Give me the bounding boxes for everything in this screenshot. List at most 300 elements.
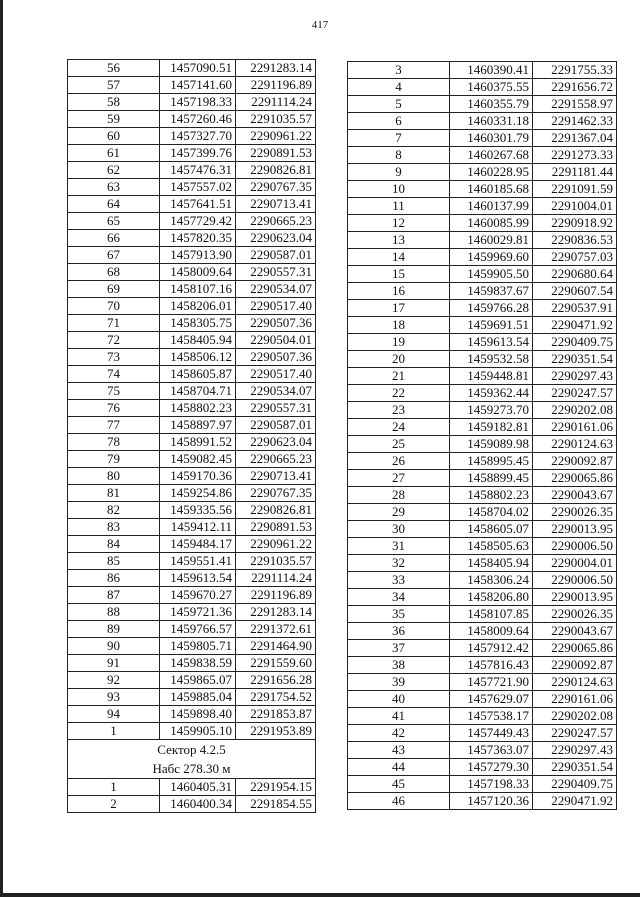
table-row [348, 249, 617, 266]
x-coordinate-cell: 1457629.07 [450, 691, 533, 708]
y-coordinate-cell: 2290161.06 [533, 419, 617, 436]
point-number-cell: 40 [348, 691, 450, 708]
y-coordinate-cell: 2291283.14 [236, 60, 316, 77]
y-coordinate-cell: 2290409.75 [533, 776, 617, 793]
point-number-cell: 4 [348, 79, 450, 96]
point-number-cell: 34 [348, 589, 450, 606]
y-coordinate-cell: 2290826.81 [236, 502, 316, 519]
x-coordinate-cell: 1458506.12 [160, 349, 236, 366]
point-number-cell: 64 [68, 196, 160, 213]
point-number-cell: 61 [68, 145, 160, 162]
table-row [348, 130, 617, 147]
y-coordinate-cell: 2291754.52 [236, 689, 316, 706]
table-row [68, 349, 316, 366]
x-coordinate-cell: 1458897.97 [160, 417, 236, 434]
x-coordinate-cell: 1459335.56 [160, 502, 236, 519]
table-row [348, 402, 617, 419]
y-coordinate-cell: 2290587.01 [236, 417, 316, 434]
point-number-cell: 36 [348, 623, 450, 640]
point-number-cell: 57 [68, 77, 160, 94]
table-row [348, 62, 617, 79]
x-coordinate-cell: 1458995.45 [450, 453, 533, 470]
x-coordinate-cell: 1460355.79 [450, 96, 533, 113]
x-coordinate-cell: 1459484.17 [160, 536, 236, 553]
table-row [348, 351, 617, 368]
y-coordinate-cell: 2290534.07 [236, 281, 316, 298]
x-coordinate-cell: 1459691.51 [450, 317, 533, 334]
y-coordinate-cell: 2290247.57 [533, 385, 617, 402]
y-coordinate-cell: 2290507.36 [236, 349, 316, 366]
y-coordinate-cell: 2291372.61 [236, 621, 316, 638]
table-row [348, 759, 617, 776]
x-coordinate-cell: 1459532.58 [450, 351, 533, 368]
y-coordinate-cell: 2290623.04 [236, 434, 316, 451]
y-coordinate-cell: 2291283.14 [236, 604, 316, 621]
point-number-cell: 79 [68, 451, 160, 468]
x-coordinate-cell: 1457327.70 [160, 128, 236, 145]
point-number-cell: 86 [68, 570, 160, 587]
table-row [348, 113, 617, 130]
point-number-cell: 94 [68, 706, 160, 723]
y-coordinate-cell: 2291559.60 [236, 655, 316, 672]
x-coordinate-cell: 1459182.81 [450, 419, 533, 436]
table-row [348, 283, 617, 300]
y-coordinate-cell: 2290297.43 [533, 742, 617, 759]
y-coordinate-cell: 2290043.67 [533, 623, 617, 640]
table-row [348, 470, 617, 487]
y-coordinate-cell: 2291656.28 [236, 672, 316, 689]
table-row [68, 281, 316, 298]
y-coordinate-cell: 2290836.53 [533, 232, 617, 249]
x-coordinate-cell: 1458206.01 [160, 298, 236, 315]
y-coordinate-cell: 2290026.35 [533, 606, 617, 623]
table-row [68, 723, 316, 740]
x-coordinate-cell: 1457557.02 [160, 179, 236, 196]
section-header-group [68, 740, 316, 779]
x-coordinate-cell: 1457260.46 [160, 111, 236, 128]
table-row [348, 572, 617, 589]
point-number-cell: 5 [348, 96, 450, 113]
table-row [68, 162, 316, 179]
table-row [348, 215, 617, 232]
table-row [68, 77, 316, 94]
y-coordinate-cell: 2290409.75 [533, 334, 617, 351]
table-row [348, 487, 617, 504]
x-coordinate-cell: 1459273.70 [450, 402, 533, 419]
table-row [348, 198, 617, 215]
x-coordinate-cell: 1459905.50 [450, 266, 533, 283]
y-coordinate-cell: 2290006.50 [533, 538, 617, 555]
y-coordinate-cell: 2290202.08 [533, 708, 617, 725]
x-coordinate-cell: 1458009.64 [450, 623, 533, 640]
table-row [68, 213, 316, 230]
x-coordinate-cell: 1458009.64 [160, 264, 236, 281]
x-coordinate-cell: 1459898.40 [160, 706, 236, 723]
x-coordinate-cell: 1457449.43 [450, 725, 533, 742]
x-coordinate-cell: 1459670.27 [160, 587, 236, 604]
table-row [68, 570, 316, 587]
point-number-cell: 28 [348, 487, 450, 504]
point-number-cell: 77 [68, 417, 160, 434]
y-coordinate-cell: 2290713.41 [236, 468, 316, 485]
x-coordinate-cell: 1457198.33 [160, 94, 236, 111]
point-number-cell: 10 [348, 181, 450, 198]
table-row [348, 640, 617, 657]
x-coordinate-cell: 1460228.95 [450, 164, 533, 181]
table-row [348, 266, 617, 283]
point-number-cell: 75 [68, 383, 160, 400]
y-coordinate-cell: 2290680.64 [533, 266, 617, 283]
x-coordinate-cell: 1459905.10 [160, 723, 236, 740]
point-number-cell: 18 [348, 317, 450, 334]
point-number-cell: 80 [68, 468, 160, 485]
y-coordinate-cell: 2290961.22 [236, 536, 316, 553]
x-coordinate-cell: 1459089.98 [450, 436, 533, 453]
y-coordinate-cell: 2291004.01 [533, 198, 617, 215]
x-coordinate-cell: 1458405.94 [450, 555, 533, 572]
x-coordinate-cell: 1459412.11 [160, 519, 236, 536]
left-table-rows [68, 60, 316, 740]
point-number-cell: 42 [348, 725, 450, 742]
x-coordinate-cell: 1459838.59 [160, 655, 236, 672]
point-number-cell: 22 [348, 385, 450, 402]
x-coordinate-cell: 1459254.86 [160, 485, 236, 502]
x-coordinate-cell: 1458991.52 [160, 434, 236, 451]
y-coordinate-cell: 2290065.86 [533, 470, 617, 487]
y-coordinate-cell: 2290517.40 [236, 298, 316, 315]
point-number-cell: 87 [68, 587, 160, 604]
x-coordinate-cell: 1457141.60 [160, 77, 236, 94]
y-coordinate-cell: 2290092.87 [533, 657, 617, 674]
point-number-cell: 73 [68, 349, 160, 366]
point-number-cell: 45 [348, 776, 450, 793]
x-coordinate-cell: 1460301.79 [450, 130, 533, 147]
x-coordinate-cell: 1458206.80 [450, 589, 533, 606]
x-coordinate-cell: 1457363.07 [450, 742, 533, 759]
table-row [348, 691, 617, 708]
x-coordinate-cell: 1460405.31 [160, 779, 236, 796]
y-coordinate-cell: 2290043.67 [533, 487, 617, 504]
section-header-cell [68, 740, 316, 779]
y-coordinate-cell: 2291367.04 [533, 130, 617, 147]
y-coordinate-cell: 2290767.35 [236, 485, 316, 502]
point-number-cell: 2 [68, 796, 160, 813]
point-number-cell: 32 [348, 555, 450, 572]
table-row [348, 79, 617, 96]
point-number-cell: 20 [348, 351, 450, 368]
point-number-cell: 44 [348, 759, 450, 776]
y-coordinate-cell: 2290124.63 [533, 674, 617, 691]
point-number-cell: 83 [68, 519, 160, 536]
point-number-cell: 30 [348, 521, 450, 538]
point-number-cell: 35 [348, 606, 450, 623]
y-coordinate-cell: 2290713.41 [236, 196, 316, 213]
point-number-cell: 13 [348, 232, 450, 249]
section-title: Сектор 4.2.5 [157, 742, 226, 757]
point-number-cell: 11 [348, 198, 450, 215]
table-row [68, 672, 316, 689]
section-header-row [68, 740, 316, 779]
y-coordinate-cell: 2290767.35 [236, 179, 316, 196]
table-row [68, 383, 316, 400]
point-number-cell: 8 [348, 147, 450, 164]
x-coordinate-cell: 1457476.31 [160, 162, 236, 179]
table-row [348, 793, 617, 810]
point-number-cell: 38 [348, 657, 450, 674]
point-number-cell: 41 [348, 708, 450, 725]
x-coordinate-cell: 1457279.30 [450, 759, 533, 776]
y-coordinate-cell: 2290517.40 [236, 366, 316, 383]
x-coordinate-cell: 1459885.04 [160, 689, 236, 706]
point-number-cell: 60 [68, 128, 160, 145]
table-row [68, 621, 316, 638]
x-coordinate-cell: 1460267.68 [450, 147, 533, 164]
y-coordinate-cell: 2290665.23 [236, 213, 316, 230]
y-coordinate-cell: 2290471.92 [533, 793, 617, 810]
table-row [348, 181, 617, 198]
x-coordinate-cell: 1457729.42 [160, 213, 236, 230]
table-row [348, 504, 617, 521]
point-number-cell: 23 [348, 402, 450, 419]
x-coordinate-cell: 1460331.18 [450, 113, 533, 130]
point-number-cell: 24 [348, 419, 450, 436]
y-coordinate-cell: 2291181.44 [533, 164, 617, 181]
table-row [348, 674, 617, 691]
point-number-cell: 92 [68, 672, 160, 689]
point-number-cell: 90 [68, 638, 160, 655]
table-row [348, 708, 617, 725]
x-coordinate-cell: 1459969.60 [450, 249, 533, 266]
point-number-cell: 19 [348, 334, 450, 351]
x-coordinate-cell: 1457090.51 [160, 60, 236, 77]
x-coordinate-cell: 1459448.81 [450, 368, 533, 385]
x-coordinate-cell: 1458107.16 [160, 281, 236, 298]
x-coordinate-cell: 1460137.99 [450, 198, 533, 215]
point-number-cell: 65 [68, 213, 160, 230]
table-row [68, 468, 316, 485]
section-subtitle: Набс 278.30 м [152, 761, 231, 776]
y-coordinate-cell: 2290891.53 [236, 145, 316, 162]
point-number-cell: 70 [68, 298, 160, 315]
point-number-cell: 29 [348, 504, 450, 521]
point-number-cell: 25 [348, 436, 450, 453]
x-coordinate-cell: 1459766.28 [450, 300, 533, 317]
table-row [348, 368, 617, 385]
point-number-cell: 74 [68, 366, 160, 383]
x-coordinate-cell: 1457120.36 [450, 793, 533, 810]
x-coordinate-cell: 1458704.02 [450, 504, 533, 521]
x-coordinate-cell: 1457912.42 [450, 640, 533, 657]
point-number-cell: 21 [348, 368, 450, 385]
point-number-cell: 56 [68, 60, 160, 77]
table-row [348, 606, 617, 623]
right-table-rows [348, 62, 617, 810]
table-row [348, 623, 617, 640]
x-coordinate-cell: 1457399.76 [160, 145, 236, 162]
table-row [68, 230, 316, 247]
point-number-cell: 72 [68, 332, 160, 349]
table-row [348, 164, 617, 181]
x-coordinate-cell: 1459805.71 [160, 638, 236, 655]
point-number-cell: 39 [348, 674, 450, 691]
table-row [68, 60, 316, 77]
x-coordinate-cell: 1459170.36 [160, 468, 236, 485]
table-row [68, 519, 316, 536]
x-coordinate-cell: 1459082.45 [160, 451, 236, 468]
table-row [348, 725, 617, 742]
x-coordinate-cell: 1457820.35 [160, 230, 236, 247]
right-coordinates-table [347, 61, 617, 810]
table-row [348, 521, 617, 538]
y-coordinate-cell: 2290507.36 [236, 315, 316, 332]
x-coordinate-cell: 1458306.24 [450, 572, 533, 589]
point-number-cell: 82 [68, 502, 160, 519]
x-coordinate-cell: 1458605.07 [450, 521, 533, 538]
table-row [348, 147, 617, 164]
point-number-cell: 9 [348, 164, 450, 181]
y-coordinate-cell: 2290826.81 [236, 162, 316, 179]
x-coordinate-cell: 1458605.87 [160, 366, 236, 383]
table-row [348, 555, 617, 572]
point-number-cell: 6 [348, 113, 450, 130]
point-number-cell: 66 [68, 230, 160, 247]
table-row [68, 247, 316, 264]
table-row [68, 332, 316, 349]
y-coordinate-cell: 2291035.57 [236, 111, 316, 128]
table-row [68, 264, 316, 281]
y-coordinate-cell: 2291114.24 [236, 94, 316, 111]
x-coordinate-cell: 1459613.54 [450, 334, 533, 351]
y-coordinate-cell: 2290202.08 [533, 402, 617, 419]
table-row [348, 232, 617, 249]
table-row [348, 776, 617, 793]
y-coordinate-cell: 2291196.89 [236, 77, 316, 94]
x-coordinate-cell: 1458802.23 [450, 487, 533, 504]
y-coordinate-cell: 2291035.57 [236, 553, 316, 570]
y-coordinate-cell: 2291656.72 [533, 79, 617, 96]
x-coordinate-cell: 1459865.07 [160, 672, 236, 689]
y-coordinate-cell: 2290247.57 [533, 725, 617, 742]
point-number-cell: 27 [348, 470, 450, 487]
point-number-cell: 85 [68, 553, 160, 570]
point-number-cell: 89 [68, 621, 160, 638]
point-number-cell: 14 [348, 249, 450, 266]
y-coordinate-cell: 2290297.43 [533, 368, 617, 385]
x-coordinate-cell: 1457913.90 [160, 247, 236, 264]
x-coordinate-cell: 1457198.33 [450, 776, 533, 793]
point-number-cell: 63 [68, 179, 160, 196]
x-coordinate-cell: 1459837.67 [450, 283, 533, 300]
x-coordinate-cell: 1459766.57 [160, 621, 236, 638]
x-coordinate-cell: 1458405.94 [160, 332, 236, 349]
table-row [68, 451, 316, 468]
table-row [348, 538, 617, 555]
point-number-cell: 62 [68, 162, 160, 179]
table-row [68, 604, 316, 621]
point-number-cell: 17 [348, 300, 450, 317]
table-row [348, 317, 617, 334]
x-coordinate-cell: 1458107.85 [450, 606, 533, 623]
table-row [68, 638, 316, 655]
y-coordinate-cell: 2290961.22 [236, 128, 316, 145]
y-coordinate-cell: 2290026.35 [533, 504, 617, 521]
table-row [68, 315, 316, 332]
y-coordinate-cell: 2291953.89 [236, 723, 316, 740]
point-number-cell: 91 [68, 655, 160, 672]
x-coordinate-cell: 1458305.75 [160, 315, 236, 332]
point-number-cell: 76 [68, 400, 160, 417]
y-coordinate-cell: 2291464.90 [236, 638, 316, 655]
y-coordinate-cell: 2291853.87 [236, 706, 316, 723]
y-coordinate-cell: 2290013.95 [533, 521, 617, 538]
x-coordinate-cell: 1458899.45 [450, 470, 533, 487]
left-table-section-rows [68, 779, 316, 813]
y-coordinate-cell: 2290891.53 [236, 519, 316, 536]
x-coordinate-cell: 1460185.68 [450, 181, 533, 198]
x-coordinate-cell: 1458704.71 [160, 383, 236, 400]
y-coordinate-cell: 2290918.92 [533, 215, 617, 232]
y-coordinate-cell: 2290623.04 [236, 230, 316, 247]
y-coordinate-cell: 2291091.59 [533, 181, 617, 198]
y-coordinate-cell: 2291854.55 [236, 796, 316, 813]
table-row [348, 419, 617, 436]
x-coordinate-cell: 1457721.90 [450, 674, 533, 691]
y-coordinate-cell: 2290471.92 [533, 317, 617, 334]
point-number-cell: 33 [348, 572, 450, 589]
x-coordinate-cell: 1458802.23 [160, 400, 236, 417]
y-coordinate-cell: 2291273.33 [533, 147, 617, 164]
y-coordinate-cell: 2290351.54 [533, 351, 617, 368]
y-coordinate-cell: 2290587.01 [236, 247, 316, 264]
y-coordinate-cell: 2290557.31 [236, 400, 316, 417]
y-coordinate-cell: 2291114.24 [236, 570, 316, 587]
table-row [68, 366, 316, 383]
point-number-cell: 31 [348, 538, 450, 555]
point-number-cell: 12 [348, 215, 450, 232]
point-number-cell: 7 [348, 130, 450, 147]
table-row [68, 128, 316, 145]
x-coordinate-cell: 1460390.41 [450, 62, 533, 79]
page-number: 417 [311, 19, 329, 31]
y-coordinate-cell: 2291954.15 [236, 779, 316, 796]
point-number-cell: 1 [68, 723, 160, 740]
x-coordinate-cell: 1457641.51 [160, 196, 236, 213]
x-coordinate-cell: 1459551.41 [160, 553, 236, 570]
table-row [68, 689, 316, 706]
table-row [68, 779, 316, 796]
x-coordinate-cell: 1460400.34 [160, 796, 236, 813]
y-coordinate-cell: 2290665.23 [236, 451, 316, 468]
point-number-cell: 84 [68, 536, 160, 553]
y-coordinate-cell: 2290161.06 [533, 691, 617, 708]
table-row [68, 94, 316, 111]
point-number-cell: 88 [68, 604, 160, 621]
point-number-cell: 1 [68, 779, 160, 796]
y-coordinate-cell: 2290534.07 [236, 383, 316, 400]
point-number-cell: 78 [68, 434, 160, 451]
point-number-cell: 58 [68, 94, 160, 111]
x-coordinate-cell: 1460085.99 [450, 215, 533, 232]
point-number-cell: 93 [68, 689, 160, 706]
table-row [348, 96, 617, 113]
point-number-cell: 3 [348, 62, 450, 79]
x-coordinate-cell: 1457538.17 [450, 708, 533, 725]
table-row [348, 334, 617, 351]
point-number-cell: 16 [348, 283, 450, 300]
y-coordinate-cell: 2291462.33 [533, 113, 617, 130]
table-row [68, 796, 316, 813]
table-row [68, 179, 316, 196]
